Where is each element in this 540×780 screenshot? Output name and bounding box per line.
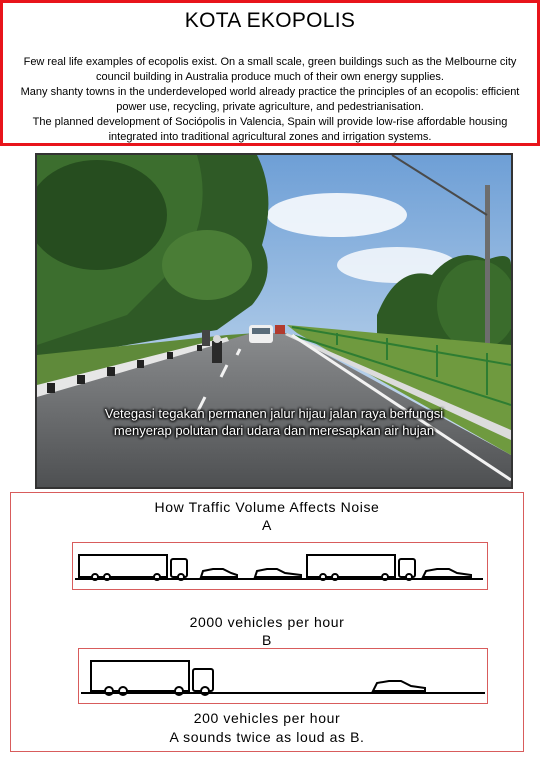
photo-caption-line-2: menyerap polutan dari udara dan meresapkan air hujan (113, 423, 435, 438)
photo-caption-line-1: Vetegasi tegakan permanen jalur hijau jalan raya berfungsi (104, 406, 444, 421)
panel-b-caption (11, 709, 523, 747)
caption-a: 2000 vehicles per hour (189, 614, 345, 630)
header-box (0, 0, 540, 146)
traffic-conclusion: A sounds twice as loud as B. (169, 729, 365, 745)
intro-paragraph-2: Many shanty towns in the underdeveloped world already practice the principles of an ecopolis: efficient power use, recycling, private agriculture, and pedestrianisation. (20, 86, 520, 113)
dense-traffic-illustration (73, 543, 487, 589)
label-a: A (262, 517, 272, 533)
intro-paragraph-3: The planned development of Sociópolis in Valencia, Spain will provide low-rise affordable housing integrated into traditional agricultural zones and irrigation systems. (32, 116, 508, 143)
photo-caption (37, 405, 511, 439)
light-traffic-illustration (79, 649, 487, 703)
intro-paragraph-1: Few real life examples of ecopolis exist. On a small scale, green buildings such as the Melbourne city council building in Australia produce much of their own energy supplies. (23, 56, 517, 83)
traffic-noise-box (10, 492, 524, 752)
panel-a-caption (11, 613, 523, 649)
label-b: B (262, 632, 272, 648)
traffic-title (11, 498, 523, 534)
caption-b: 200 vehicles per hour (193, 710, 341, 726)
page-title: KOTA EKOPOLIS (184, 9, 356, 32)
traffic-panel-b (78, 648, 488, 704)
traffic-title-text: How Traffic Volume Affects Noise (154, 499, 380, 515)
intro-text (7, 55, 533, 145)
street-photo (35, 153, 513, 489)
traffic-panel-a (72, 542, 488, 590)
